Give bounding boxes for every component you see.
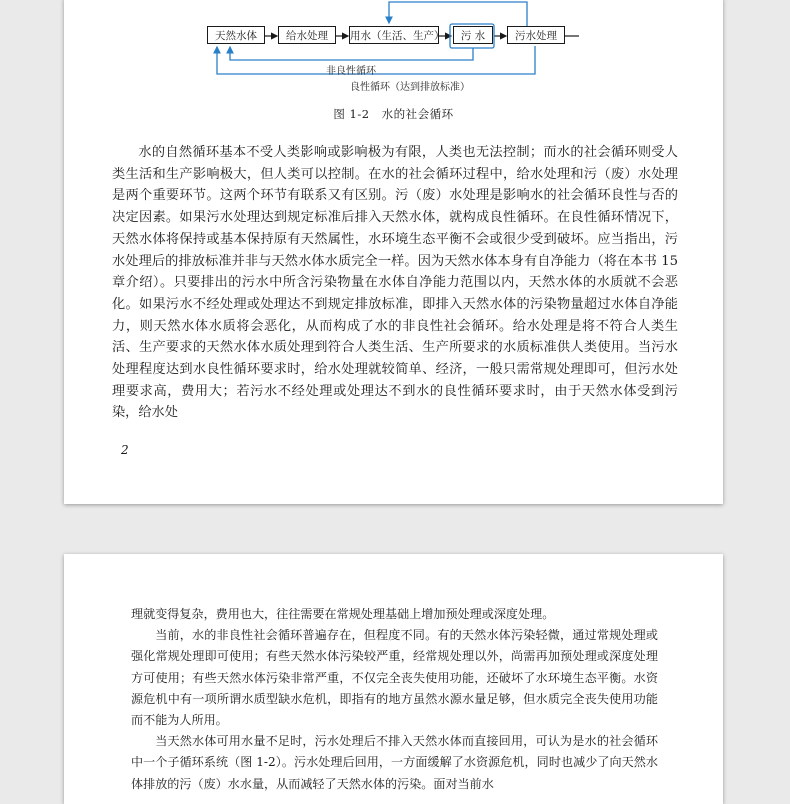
paragraph-continuation: 理就变得复杂，费用也大，往往需要在常规处理基础上增加预处理或深度处理。 bbox=[131, 607, 555, 621]
box-sewage-treatment: 污水处理 bbox=[507, 26, 565, 44]
label-non-benign-loop: 非良性循环 bbox=[326, 66, 376, 77]
body-text bbox=[131, 604, 658, 795]
paragraph: 水的自然循环基本不受人类影响或影响极为有限，人类也无法控制；而水的社会循环则受人类生活和生产影响极大，但人类可以控制。在水的社会循环过程中，给水处理和污（废）水处理是两个重要环节。这两个环节有联系又有区别。污（废）水处理是影响水的社会循环良性与否的决定因素。如果污水处理达到规定标准后排入天然水体，就构成良性循环。在良性循环情况下，天然水体将保持或基本保持原有天然属性，水环境生态平衡不会或很少受到破坏。应当指出，污水处理后的排放标准并非与天然水体水质完全一样。因为天然水体本身有自净能力（将在本书 15 章介绍）。只要排出的污水中所含污染物量在水体自净能力范围以内，天然水体的水质就不会恶化。如果污水不经处理或处理达不到规定排放标准，即排入天然水体的污染物量超过水体自净能力，则天然水体水质将会恶化，从而构成了水的非良性社会循环。给水处理是将不符合人类生活、生产要求的天然水体水质处理到符合人类生活、生产所要求的水质标准供人类使用。当污水处理程度达到水良性循环要求时，给水处理就较简单、经济，一般只需常规处理即可，但污水处理要求高，费用大；若污水不经处理或处理达不到水的良性循环要求时，由于天然水体受到污染，给水处 bbox=[112, 145, 678, 421]
box-water-use: 用水（生活、生产） bbox=[349, 26, 439, 44]
paragraph: 当天然水体可用水量不足时，污水处理后不排入天然水体而直接回用，可认为是水的社会循环中一个子循环系统（图 1-2）。污水处理后回用，一方面缓解了水资源危机，同时也减少了向天然水体排放的污（废）水水量，从而减轻了天然水体的污染。面对当前水 bbox=[131, 734, 658, 791]
figure-caption: 图 1-2 水的社会循环 bbox=[333, 107, 454, 121]
paragraph: 当前，水的非良性社会循环普遍存在，但程度不同。有的天然水体污染轻微，通过常规处理或强化常规处理即可使用；有些天然水体污染较严重，经常规处理以外，尚需再加预处理或深度处理方可使用；有些天然水体污染非常严重，不仅完全丧失使用功能，还破坏了水环境生态平衡。水资源危机中有一项所谓水质型缺水危机，即指有的地方虽然水源水量足够，但水质完全丧失使用功能而不能为人所用。 bbox=[131, 628, 658, 728]
water-social-cycle-diagram bbox=[64, 0, 723, 98]
reuse-loop-line bbox=[389, 2, 527, 27]
box-natural-water: 天然水体 bbox=[207, 26, 265, 44]
page-1 bbox=[64, 0, 723, 504]
non-benign-loop-line bbox=[230, 47, 473, 60]
box-sewage: 污 水 bbox=[453, 26, 493, 44]
page-number: 2 bbox=[121, 443, 129, 457]
body-text bbox=[112, 142, 678, 424]
box-water-supply-treatment: 给水处理 bbox=[278, 26, 336, 44]
label-benign-loop: 良性循环（达到排放标准） bbox=[350, 82, 470, 93]
page-2 bbox=[64, 554, 723, 804]
